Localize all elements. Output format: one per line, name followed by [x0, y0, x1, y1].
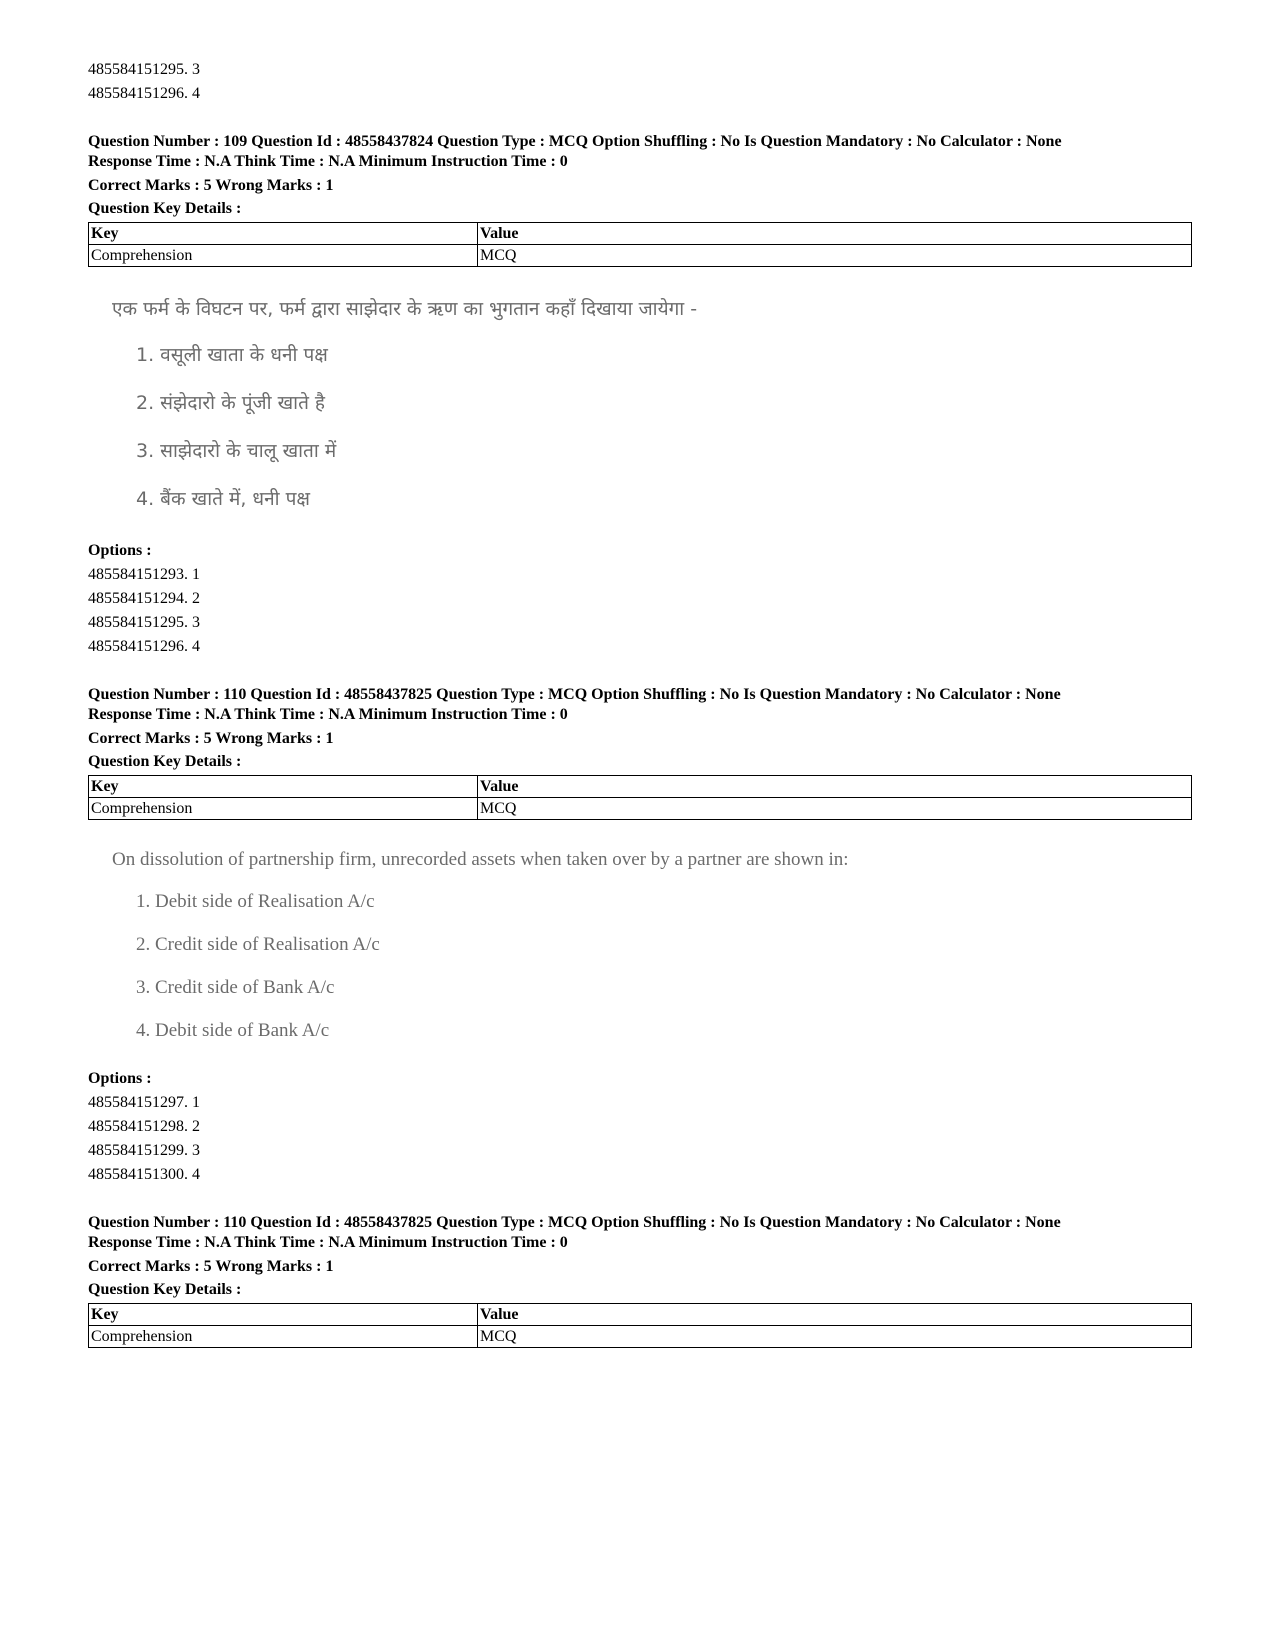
option-line: 485584151296. 4 — [88, 85, 200, 102]
value-cell: MCQ — [478, 245, 1192, 267]
key-details-table — [88, 1303, 1192, 1348]
key-header: Key — [89, 776, 478, 798]
question-image — [112, 295, 1192, 513]
options-label: Options : — [88, 1070, 152, 1087]
question-110-repeat — [88, 1213, 1192, 1348]
question-header-line1: Question Number : 110 Question Id : 48558437825 Question Type : MCQ Option Shuffling : No Is Question Mandatory : No Calculator : None — [88, 1214, 1061, 1231]
option-line: 485584151297. 1 — [88, 1094, 200, 1111]
option-line: 485584151295. 3 — [88, 614, 200, 631]
question-header-line2: Response Time : N.A Think Time : N.A Minimum Instruction Time : 0 — [88, 706, 568, 723]
option-line: 485584151296. 4 — [88, 638, 200, 655]
value-header: Value — [478, 223, 1192, 245]
value-header: Value — [478, 776, 1192, 798]
key-cell: Comprehension — [89, 245, 478, 267]
option-line: 485584151295. 3 — [88, 61, 200, 78]
options-label: Options : — [88, 542, 152, 559]
question-choice: 2. Credit side of Realisation A/c — [136, 934, 380, 955]
key-details-label: Question Key Details : — [88, 200, 242, 217]
question-choice: 1. Debit side of Realisation A/c — [136, 891, 375, 912]
question-stem: On dissolution of partnership firm, unrecorded assets when taken over by a partner are shown in: — [112, 849, 849, 870]
key-header: Key — [89, 1304, 478, 1326]
marks-line: Correct Marks : 5 Wrong Marks : 1 — [88, 177, 334, 194]
option-line: 485584151299. 3 — [88, 1142, 200, 1159]
key-details-label: Question Key Details : — [88, 1281, 242, 1298]
top-options-list — [88, 58, 1192, 106]
key-details-table — [88, 775, 1192, 820]
key-details-table — [88, 222, 1192, 267]
question-choice: 2. संझेदारो के पूंजी खाते है — [136, 392, 326, 414]
question-header-line2: Response Time : N.A Think Time : N.A Minimum Instruction Time : 0 — [88, 1234, 568, 1251]
option-line: 485584151300. 4 — [88, 1166, 200, 1183]
option-line: 485584151294. 2 — [88, 590, 200, 607]
key-header: Key — [89, 223, 478, 245]
value-header: Value — [478, 1304, 1192, 1326]
question-header — [88, 1213, 1192, 1253]
question-header — [88, 685, 1192, 725]
question-header-line2: Response Time : N.A Think Time : N.A Minimum Instruction Time : 0 — [88, 153, 568, 170]
question-header — [88, 132, 1192, 172]
value-cell: MCQ — [478, 1326, 1192, 1348]
question-stem: एक फर्म के विघटन पर, फर्म द्वारा साझेदार के ऋण का भुगतान कहाँ दिखाया जायेगा - — [112, 298, 698, 320]
question-110 — [88, 685, 1192, 1187]
question-choice: 3. Credit side of Bank A/c — [136, 977, 335, 998]
question-choice: 3. साझेदारो के चालू खाता में — [136, 440, 337, 462]
option-line: 485584151293. 1 — [88, 566, 200, 583]
document-page — [88, 58, 1192, 1348]
question-image — [112, 846, 1192, 1045]
question-choice: 1. वसूली खाता के धनी पक्ष — [136, 344, 328, 366]
key-cell: Comprehension — [89, 1326, 478, 1348]
marks-line: Correct Marks : 5 Wrong Marks : 1 — [88, 1258, 334, 1275]
option-line: 485584151298. 2 — [88, 1118, 200, 1135]
key-details-label: Question Key Details : — [88, 753, 242, 770]
value-cell: MCQ — [478, 798, 1192, 820]
question-choice: 4. Debit side of Bank A/c — [136, 1020, 330, 1041]
question-109 — [88, 132, 1192, 659]
key-cell: Comprehension — [89, 798, 478, 820]
question-choice: 4. बैंक खाते में, धनी पक्ष — [136, 488, 311, 510]
question-header-line1: Question Number : 110 Question Id : 48558437825 Question Type : MCQ Option Shuffling : No Is Question Mandatory : No Calculator : None — [88, 686, 1061, 703]
marks-line: Correct Marks : 5 Wrong Marks : 1 — [88, 730, 334, 747]
question-header-line1: Question Number : 109 Question Id : 48558437824 Question Type : MCQ Option Shuffling : No Is Question Mandatory : No Calculator : None — [88, 133, 1062, 150]
